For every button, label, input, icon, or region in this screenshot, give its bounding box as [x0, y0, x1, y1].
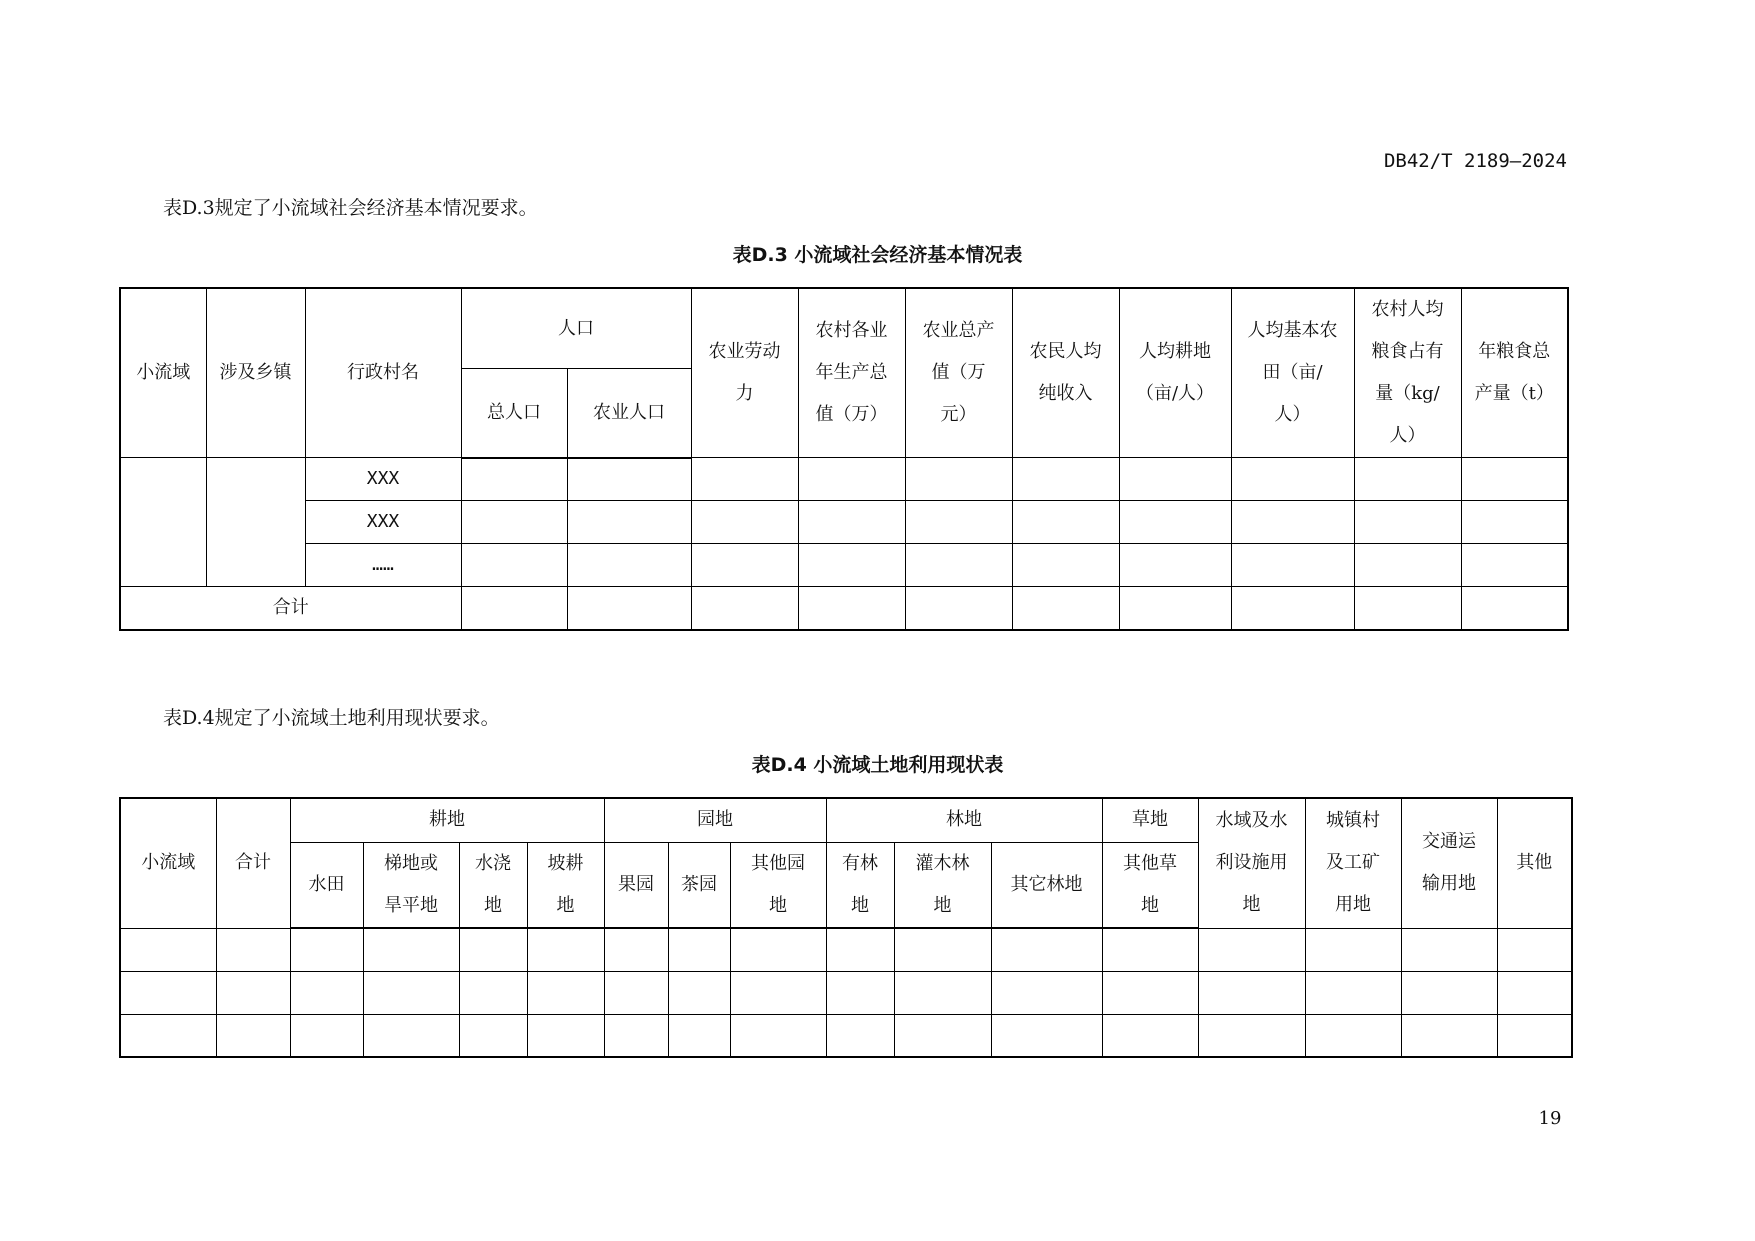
- header-grain-per-capita: 农村人均 粮食占有 量（kg/ 人）: [1354, 288, 1461, 458]
- document-number: DB42/T 2189—2024: [1383, 150, 1567, 172]
- table-row: [120, 971, 1572, 1014]
- header-transport: 交通运 输用地: [1401, 798, 1497, 928]
- header-tea: 茶园: [668, 842, 730, 928]
- village-name-cell: XXX: [305, 458, 461, 501]
- watershed-cell: [120, 458, 206, 587]
- total-row-label: 合计: [120, 587, 461, 631]
- header-agri-population: 农业人口: [567, 369, 691, 458]
- header-basic-farmland: 人均基本农 田（亩/ 人）: [1231, 288, 1354, 458]
- header-watershed: 小流域: [120, 288, 206, 458]
- land-use-table: [119, 797, 1573, 1058]
- header-shrub: 灌木林 地: [894, 842, 991, 928]
- header-other-forest: 其它林地: [991, 842, 1102, 928]
- header-total: 合计: [216, 798, 290, 928]
- header-slope: 坡耕 地: [527, 842, 604, 928]
- table-row: [120, 928, 1572, 971]
- socioeconomic-table: [119, 287, 1569, 631]
- header-village: 行政村名: [305, 288, 461, 458]
- header-wooded: 有林 地: [826, 842, 894, 928]
- header-water: 水域及水 利设施用 地: [1198, 798, 1305, 928]
- header-grass: 草地: [1102, 798, 1198, 842]
- table-d4-caption: 表D.4 小流域土地利用现状表: [751, 754, 1004, 776]
- header-other-garden: 其他园 地: [730, 842, 826, 928]
- header-farmland: 人均耕地 （亩/人）: [1119, 288, 1231, 458]
- village-name-cell: ……: [305, 544, 461, 587]
- header-cultivated: 耕地: [290, 798, 604, 842]
- table-d3-intro: 表D.3规定了小流域社会经济基本情况要求。: [163, 197, 538, 219]
- header-other: 其他: [1497, 798, 1572, 928]
- header-grain-total: 年粮食总 产量（t）: [1461, 288, 1568, 458]
- header-labor: 农业劳动 力: [691, 288, 798, 458]
- header-watershed: 小流域: [120, 798, 216, 928]
- header-town: 涉及乡镇: [206, 288, 305, 458]
- table-d3-caption: 表D.3 小流域社会经济基本情况表: [732, 244, 1023, 266]
- header-population: 人口: [461, 288, 691, 369]
- page-number: 19: [1538, 1108, 1562, 1129]
- table-d4-intro: 表D.4规定了小流域土地利用现状要求。: [163, 707, 500, 729]
- header-forest: 林地: [826, 798, 1102, 842]
- header-other-grass: 其他草 地: [1102, 842, 1198, 928]
- table-row: [120, 1014, 1572, 1057]
- header-terrace: 梯地或 旱平地: [363, 842, 459, 928]
- header-orchard: 果园: [604, 842, 668, 928]
- header-income: 农民人均 纯收入: [1012, 288, 1119, 458]
- header-irrigated: 水浇 地: [459, 842, 527, 928]
- header-output: 农村各业 年生产总 值（万）: [798, 288, 905, 458]
- village-name-cell: XXX: [305, 501, 461, 544]
- header-garden: 园地: [604, 798, 826, 842]
- town-cell: [206, 458, 305, 587]
- header-agri-output: 农业总产 值（万 元）: [905, 288, 1012, 458]
- header-paddy: 水田: [290, 842, 363, 928]
- header-total-population: 总人口: [461, 369, 567, 458]
- header-urban: 城镇村 及工矿 用地: [1305, 798, 1401, 928]
